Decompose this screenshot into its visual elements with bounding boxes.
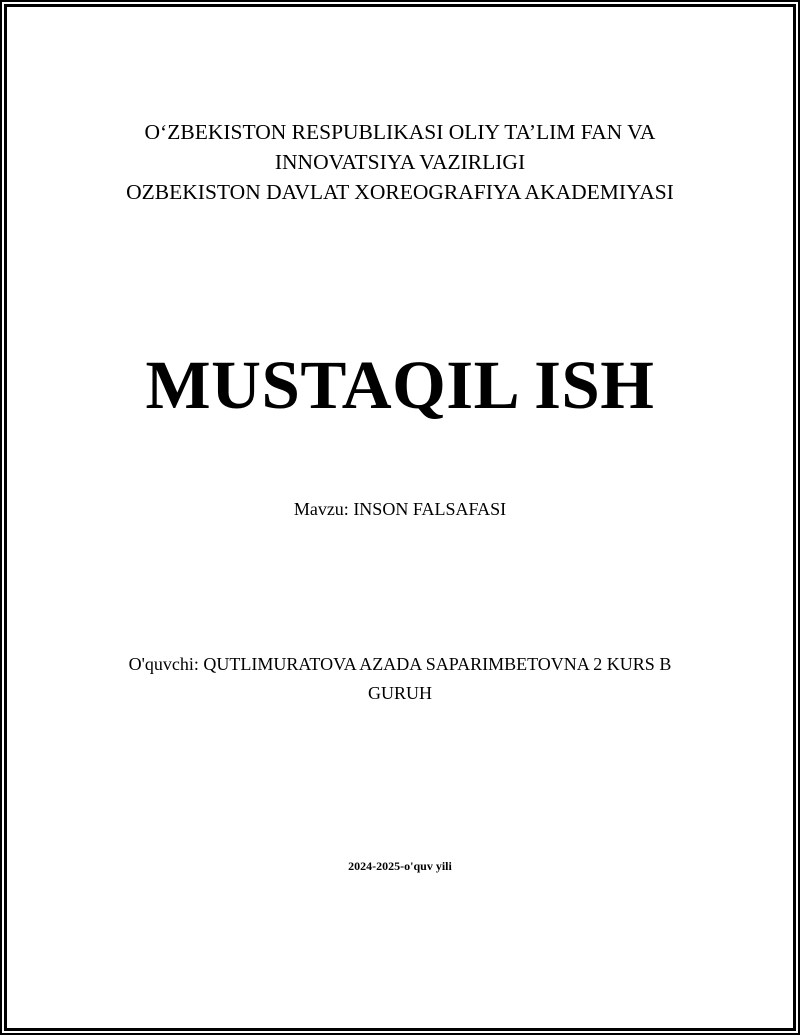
student-line: O'quvchi: QUTLIMURATOVA AZADA SAPARIMBETOVNA 2 KURS B GURUH	[128, 654, 672, 703]
document-title: MUSTAQIL ISH	[145, 347, 655, 423]
ministry-name: O‘ZBEKISTON RESPUBLIKASI OLIY TA’LIM FAN VA INNOVATSIYA VAZIRLIGI	[144, 120, 656, 174]
academy-name: OZBEKISTON DAVLAT XOREOGRAFIYA AKADEMIYASI	[126, 180, 674, 204]
student-block	[0, 650, 800, 708]
academic-year-line: 2024-2025-o'quv yili	[348, 859, 452, 873]
topic-line: Mavzu: INSON FALSAFASI	[293, 499, 507, 519]
header-block	[0, 117, 800, 207]
